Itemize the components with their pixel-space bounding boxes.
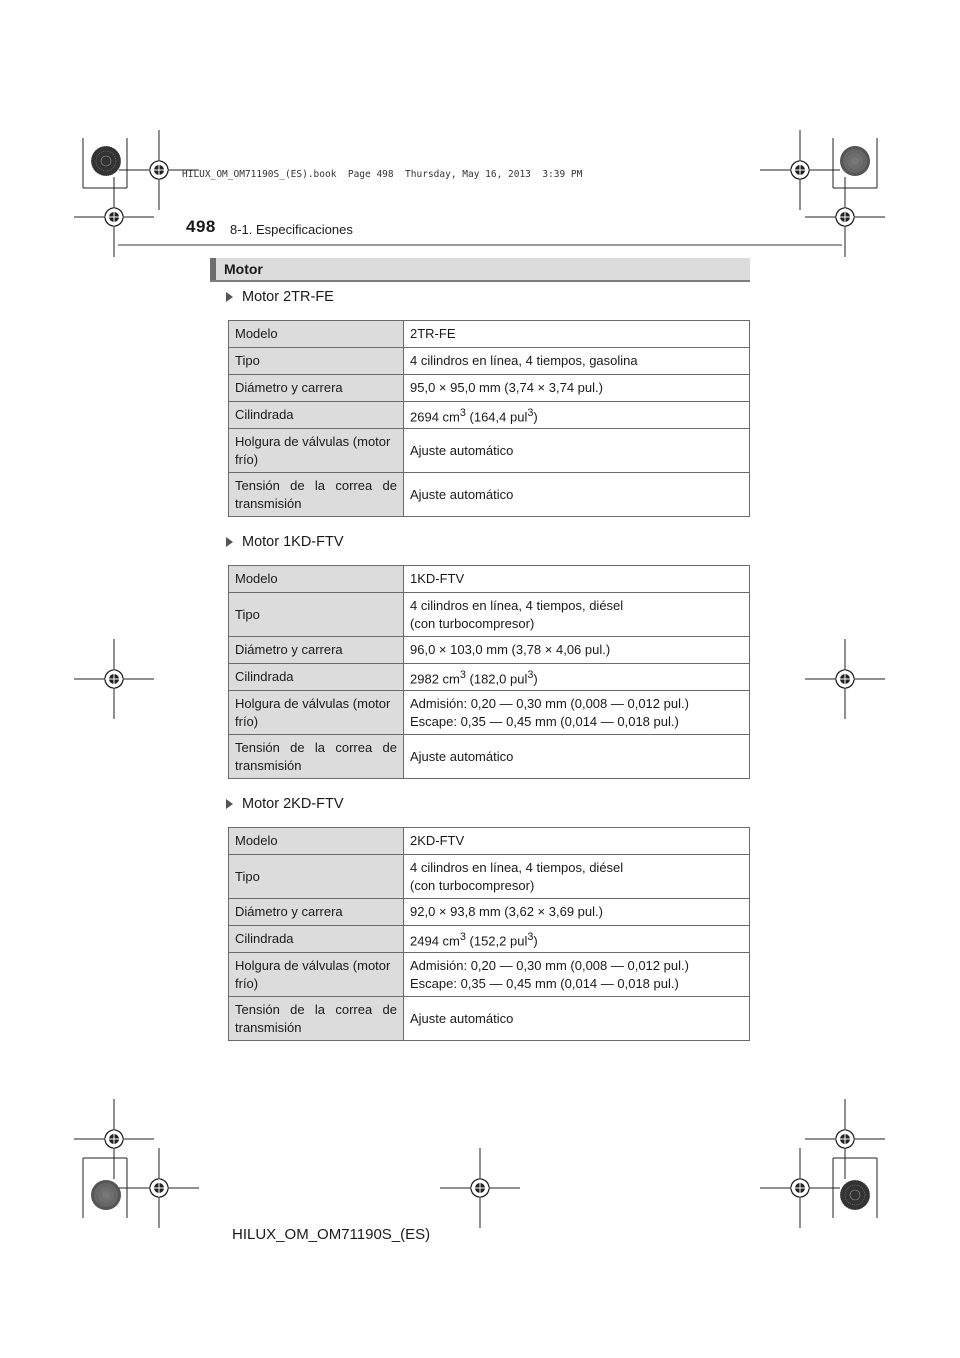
spec-label: Modelo	[229, 321, 404, 348]
section-path: 8-1. Especificaciones	[230, 222, 353, 237]
table-row	[229, 321, 750, 348]
spec-label: Cilindrada	[229, 664, 404, 691]
spec-label: Modelo	[229, 828, 404, 855]
table-row	[229, 593, 750, 637]
section-header-bar	[210, 258, 216, 280]
spec-label: Tipo	[229, 593, 404, 637]
triangle-bullet-icon	[226, 537, 233, 547]
table-row	[229, 348, 750, 375]
spec-value: 4 cilindros en línea, 4 tiempos, gasolina	[404, 348, 750, 375]
spec-label: Diámetro y carrera	[229, 375, 404, 402]
spec-label: Tensión de la correa de transmisión	[229, 473, 404, 517]
triangle-bullet-icon	[226, 292, 233, 302]
spec-value: Admisión: 0,20 — 0,30 mm (0,008 — 0,012 pul.) Escape: 0,35 — 0,45 mm (0,014 — 0,018 pul.)	[404, 691, 750, 735]
spec-label: Tensión de la correa de transmisión	[229, 997, 404, 1041]
engine-heading-2kd-ftv	[226, 796, 344, 812]
spec-label: Cilindrada	[229, 926, 404, 953]
table-row	[229, 664, 750, 691]
spec-value: Ajuste automático	[404, 429, 750, 473]
spec-table-2kd-ftv	[228, 827, 750, 1041]
table-row	[229, 953, 750, 997]
spec-label: Diámetro y carrera	[229, 899, 404, 926]
header-rule	[118, 244, 842, 246]
table-row	[229, 566, 750, 593]
spec-value: 2694 $cm^3$ (164,4 pul$^3$)	[404, 402, 750, 429]
spec-value: 92,0 × 93,8 mm (3,62 × 3,69 pul.)	[404, 899, 750, 926]
table-row	[229, 899, 750, 926]
engine-heading-2tr-fe	[226, 289, 334, 305]
engine-heading-label: Motor 1KD-FTV	[242, 534, 344, 550]
spec-value: 2TR-FE	[404, 321, 750, 348]
section-header	[210, 258, 750, 282]
spec-label: Tipo	[229, 855, 404, 899]
spec-table-2tr-fe	[228, 320, 750, 517]
spec-value: Ajuste automático	[404, 735, 750, 779]
table-row	[229, 637, 750, 664]
engine-heading-label: Motor 2KD-FTV	[242, 796, 344, 812]
spec-value: 2KD-FTV	[404, 828, 750, 855]
footer-manual-code: HILUX_OM_OM71190S_(ES)	[232, 1226, 431, 1243]
engine-heading-1kd-ftv	[226, 534, 344, 550]
table-row	[229, 828, 750, 855]
spec-label: Tensión de la correa de transmisión	[229, 735, 404, 779]
spec-value: 95,0 × 95,0 mm (3,74 × 3,74 pul.)	[404, 375, 750, 402]
table-row	[229, 735, 750, 779]
table-row	[229, 375, 750, 402]
spec-label: Diámetro y carrera	[229, 637, 404, 664]
table-row	[229, 926, 750, 953]
spec-value: Ajuste automático	[404, 473, 750, 517]
spec-label: Holgura de válvulas (motor frío)	[229, 691, 404, 735]
table-row	[229, 473, 750, 517]
table-row	[229, 855, 750, 899]
engine-heading-label: Motor 2TR-FE	[242, 289, 334, 305]
table-row	[229, 402, 750, 429]
spec-label: Tipo	[229, 348, 404, 375]
spec-value: 4 cilindros en línea, 4 tiempos, diésel (con turbocompresor)	[404, 593, 750, 637]
spec-value: 1KD-FTV	[404, 566, 750, 593]
table-row	[229, 691, 750, 735]
page-number: 498	[186, 217, 216, 236]
section-title: Motor	[224, 261, 263, 277]
spec-value: Ajuste automático	[404, 997, 750, 1041]
spec-value: 2982 $cm^3$ (182,0 pul$^3$)	[404, 664, 750, 691]
print-stamp: HILUX_OM_OM71190S_(ES).book Page 498 Thursday, May 16, 2013 3:39 PM	[182, 169, 583, 180]
table-row	[229, 429, 750, 473]
spec-table-1kd-ftv	[228, 565, 750, 779]
table-row	[229, 997, 750, 1041]
spec-label: Holgura de válvulas (motor frío)	[229, 953, 404, 997]
triangle-bullet-icon	[226, 799, 233, 809]
spec-label: Modelo	[229, 566, 404, 593]
spec-value: 96,0 × 103,0 mm (3,78 × 4,06 pul.)	[404, 637, 750, 664]
spec-label: Cilindrada	[229, 402, 404, 429]
spec-label: Holgura de válvulas (motor frío)	[229, 429, 404, 473]
spec-value: Admisión: 0,20 — 0,30 mm (0,008 — 0,012 pul.) Escape: 0,35 — 0,45 mm (0,014 — 0,018 pul.)	[404, 953, 750, 997]
spec-value: 4 cilindros en línea, 4 tiempos, diésel (con turbocompresor)	[404, 855, 750, 899]
spec-value: 2494 $cm^3$ (152,2 pul$^3$)	[404, 926, 750, 953]
